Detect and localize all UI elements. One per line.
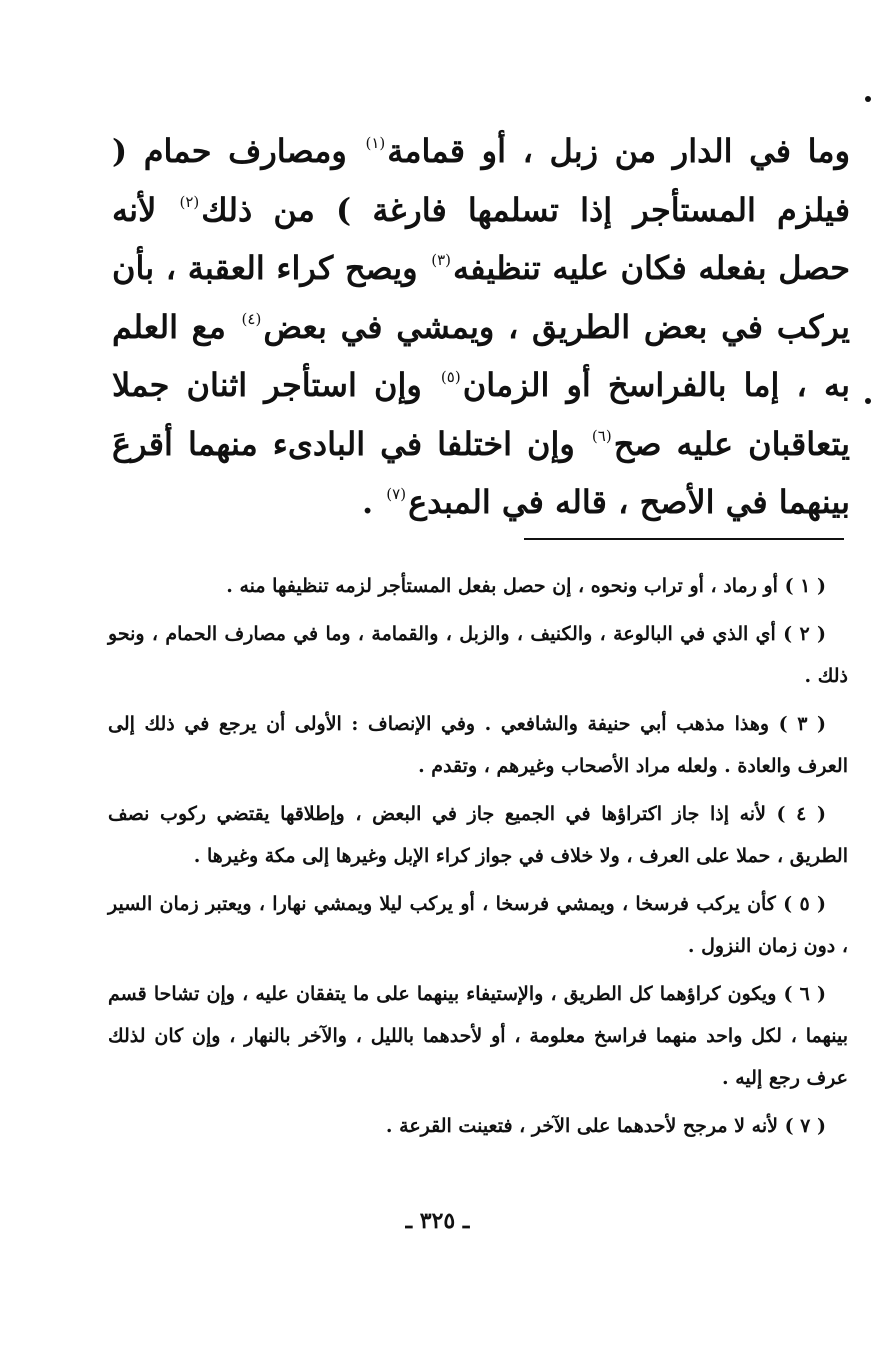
main-text-segment: ومصارف حمام ( فيلزم المستأجر إذا تسلمها فارغة ) من ذلك	[112, 132, 851, 229]
main-text-segment: لأنه حصل بفعله فكان عليه تنظيفه	[112, 190, 850, 287]
footnote-separator	[524, 538, 844, 540]
main-text-segment: وما في الدار من زبل ، أو قمامة	[387, 132, 851, 170]
footnote-3: ( ٣ ) وهذا مذهب أبي حنيفة والشافعي . وفي الإنصاف : الأولى أن يرجع في ذلك إلى العرف والعادة . ولعله مراد الأصحاب وغيرهم ، وتقدم .	[108, 713, 848, 777]
footnote-7: ( ٧ ) لأنه لا مرجح لأحدهما على الآخر ، فتعينت القرعة .	[385, 1115, 826, 1137]
footnote-marker: (٤)	[241, 309, 262, 328]
footnote-5: ( ٥ ) كأن يركب فرسخا ، ويمشي فرسخا ، أو يركب ليلا ويمشي نهارا ، ويعتبر زمان السير ، دون زمان النزول .	[108, 893, 848, 957]
page-number: ـ ٣٢٥ ـ	[405, 1208, 470, 1234]
footnote-marker: (٢)	[179, 192, 200, 211]
footnote-1: ( ١ ) أو رماد ، أو تراب ونحوه ، إن حصل بفعل المستأجر لزمه تنظيفها منه .	[226, 575, 826, 597]
margin-dot	[865, 398, 871, 404]
main-text-segment: .	[362, 483, 374, 521]
main-text-block	[112, 122, 850, 532]
main-text-segment: وإن استأجر اثنان جملا يتعاقبان عليه صح	[112, 366, 851, 463]
footnote-4: ( ٤ ) لأنه إذا جاز اكتراؤها في الجميع جاز في البعض ، وإطلاقها يقتضي ركوب نصف الطريق ، حملا على العرف ، ولا خلاف في جواز كراء الإبل وغيرها إلى مكة وغيرها .	[108, 803, 848, 867]
footnote-marker: (٦)	[591, 426, 612, 445]
margin-dot	[865, 96, 871, 102]
main-text-segment: ويصح كراء العقبة ، بأن يركب في بعض الطريق ، ويمشي في بعض	[112, 249, 851, 346]
footnote-marker: (١)	[365, 134, 386, 152]
footnote-6: ( ٦ ) ويكون كراؤهما كل الطريق ، والإستيفاء بينهما على ما يتفقان عليه ، وإن تشاحا قسم بينهما ، لكل واحد منهما فراسخ معلومة ، أو لأحدهما بالليل ، والآخر بالنهار ، وإن كان لذلك عرف رجع إليه .	[108, 983, 848, 1089]
main-text-segment: مع العلم به ، إما بالفراسخ أو الزمان	[112, 307, 851, 404]
footnote-marker: (٧)	[386, 485, 407, 503]
footnote-marker: (٥)	[440, 368, 461, 386]
footnotes-section	[108, 565, 848, 1153]
footnote-2: ( ٢ ) أي الذي في البالوعة ، والكنيف ، والزبل ، والقمامة ، وما في مصارف الحمام ، ونحو ذلك .	[108, 623, 848, 687]
main-text-segment: وإن اختلفا في البادىء منهما أقرعَ بينهما في الأصح ، قاله في المبدع	[112, 424, 850, 521]
footnote-marker: (٣)	[431, 251, 451, 269]
